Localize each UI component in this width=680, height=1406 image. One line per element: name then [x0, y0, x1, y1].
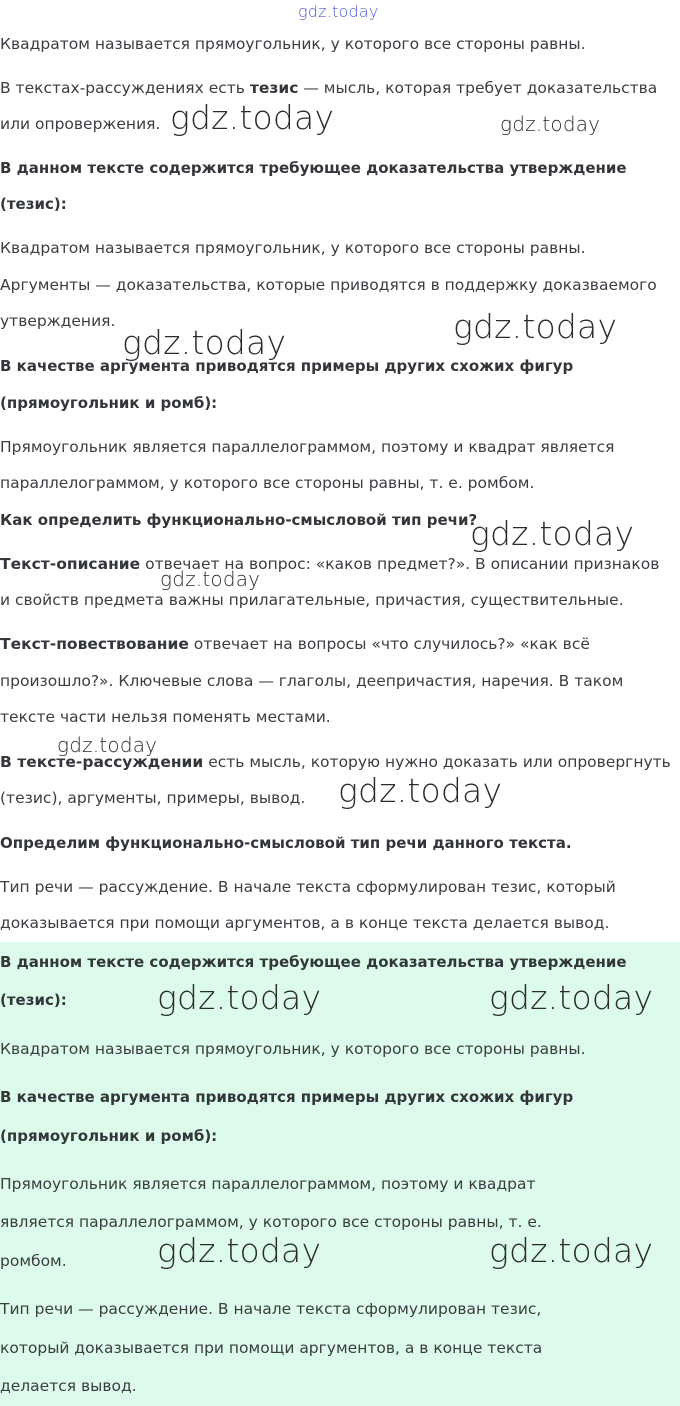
bold-term: Текст-описание: [0, 555, 141, 573]
answer-heading: (тезис):: [0, 991, 67, 1009]
bold-term: В тексте-рассуждении: [0, 753, 204, 771]
watermark: gdz.today: [170, 98, 335, 137]
answer-heading: В данном тексте содержится требующее доказательства утверждение: [0, 953, 627, 971]
text-line: Квадратом называется прямоугольник, у которого все стороны равны.: [0, 35, 586, 53]
text-line: Прямоугольник является параллелограммом, поэтому и квадрат является: [0, 438, 615, 456]
text-line: тексте части нельзя поменять местами.: [0, 708, 331, 726]
text-line: Текст-описание отвечает на вопрос: «каков предмет?». В описании признаков: [0, 555, 660, 573]
watermark: gdz.today: [500, 112, 601, 136]
text-heading: В качестве аргумента приводятся примеры других схожих фигур: [0, 357, 574, 375]
text-line: утверждения.: [0, 312, 116, 330]
text-line: Тип речи — рассуждение. В начале текста сформулирован тезис, который: [0, 878, 616, 896]
answer-line: делается вывод.: [0, 1377, 137, 1395]
text-line: В тексте-рассуждении есть мысль, которую нужно доказать или опровергнуть: [0, 753, 671, 771]
text-line: Текст-повествование отвечает на вопросы «что случилось?» «как всё: [0, 635, 590, 653]
watermark-header: gdz.today: [298, 2, 379, 21]
text-line: В текстах-рассуждениях есть тезис — мысль, которая требует доказательства: [0, 79, 658, 97]
bold-term: Текст-повествование: [0, 635, 189, 653]
watermark: gdz.today: [57, 733, 158, 757]
text-line: (тезис), аргументы, примеры, вывод.: [0, 789, 306, 807]
text-heading: Определим функционально-смысловой тип речи данного текста.: [0, 834, 572, 852]
text-line: произошло?». Ключевые слова — глаголы, деепричастия, наречия. В таком: [0, 672, 624, 690]
watermark: gdz.today: [453, 307, 618, 346]
answer-line: является параллелограммом, у которого все стороны равны, т. е.: [0, 1213, 542, 1231]
answer-line: Прямоугольник является параллелограммом, поэтому и квадрат: [0, 1175, 536, 1193]
text-line: параллелограммом, у которого все стороны равны, т. е. ромбом.: [0, 474, 535, 492]
answer-line: Квадратом называется прямоугольник, у которого все стороны равны.: [0, 1040, 586, 1058]
text-line: Квадратом называется прямоугольник, у которого все стороны равны.: [0, 239, 586, 257]
watermark: gdz.today: [470, 514, 635, 553]
answer-heading: (прямоугольник и ромб):: [0, 1127, 218, 1145]
text-line: доказывается при помощи аргументов, а в конце текста делается вывод.: [0, 914, 610, 932]
text-heading: (прямоугольник и ромб):: [0, 394, 218, 412]
text-heading: В данном тексте содержится требующее доказательства утверждение: [0, 159, 627, 177]
answer-heading: В качестве аргумента приводятся примеры других схожих фигур: [0, 1088, 574, 1106]
text-line: и свойств предмета важны прилагательные, причастия, существительные.: [0, 591, 624, 609]
answer-line: ромбом.: [0, 1252, 67, 1270]
watermark: gdz.today: [489, 978, 654, 1017]
watermark: gdz.today: [157, 1231, 322, 1270]
text-line: Аргументы — доказательства, которые приводятся в поддержку доказваемого: [0, 276, 657, 294]
text-line: или опровержения.: [0, 115, 161, 133]
answer-line: который доказывается при помощи аргументов, а в конце текста: [0, 1339, 543, 1357]
watermark: gdz.today: [489, 1231, 654, 1270]
watermark: gdz.today: [160, 567, 261, 591]
answer-line: Тип речи — рассуждение. В начале текста сформулирован тезис,: [0, 1300, 542, 1318]
watermark: gdz.today: [122, 323, 287, 362]
text-heading: Как определить функционально-смысловой тип речи?: [0, 511, 478, 529]
text-heading: (тезис):: [0, 195, 67, 213]
watermark: gdz.today: [338, 771, 503, 810]
bold-term: тезис: [249, 79, 299, 97]
watermark: gdz.today: [157, 978, 322, 1017]
